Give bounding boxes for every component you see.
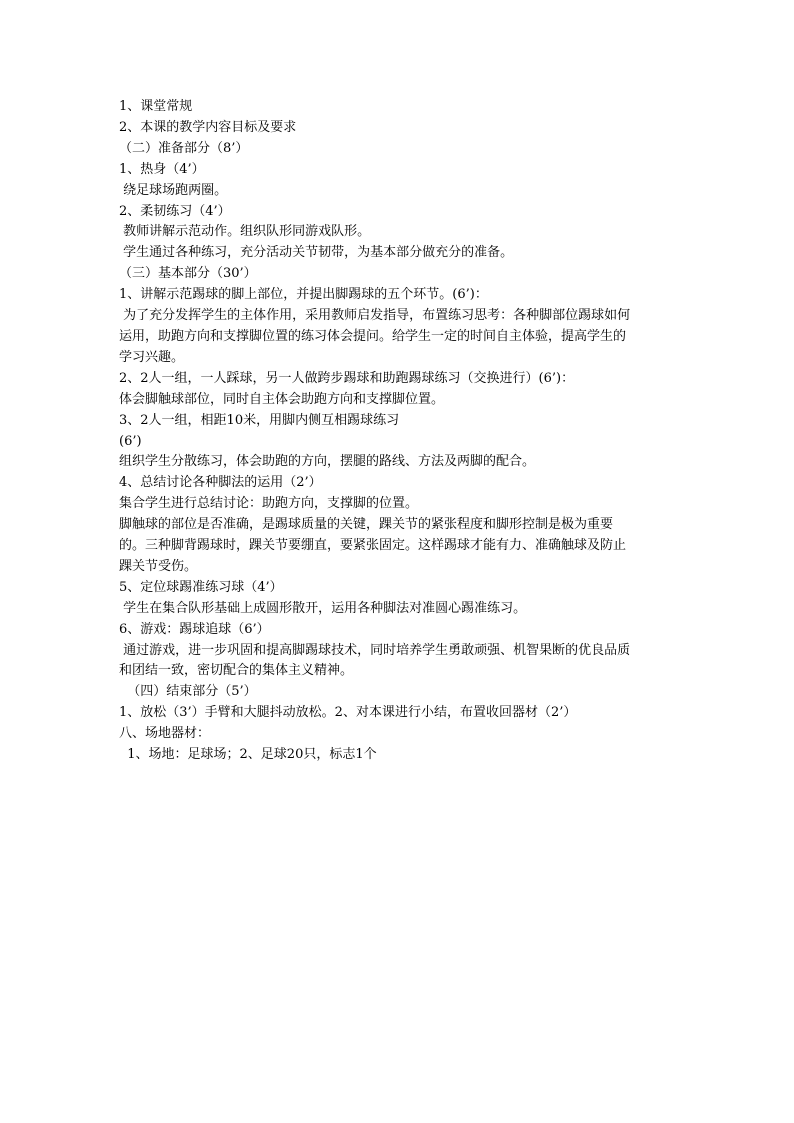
text-line: 5、定位球踢准练习球（4’） — [119, 579, 283, 595]
section-heading: （四）结束部分（5’） — [119, 684, 257, 700]
text-line: 1、热身（4’） — [119, 161, 205, 177]
text-line: (6’) — [119, 433, 142, 449]
section-heading: （二）准备部分（8’） — [119, 140, 249, 156]
text-line: 体会脚触球部位，同时自主体会助跑方向和支撑脚位置。 — [119, 391, 445, 407]
section-heading: （三）基本部分（30’） — [119, 266, 257, 282]
text-line: 2、本课的教学内容目标及要求 — [119, 119, 297, 135]
text-line: 1、放松（3’）手臂和大腿抖动放松。2、对本课进行小结，布置收回器材（2’） — [119, 705, 577, 721]
text-line: 通过游戏，进一步巩固和提高脚踢球技术，同时培养学生勇敢顽强、机智果断的优良品质 — [119, 642, 631, 658]
text-line: 为了充分发挥学生的主体作用，采用教师启发指导，布置练习思考：各种脚部位踢球如何 — [119, 308, 631, 324]
text-line: 踝关节受伤。 — [119, 558, 198, 574]
text-line: 2、柔韧练习（4’） — [119, 203, 231, 219]
text-line: 1、场地：足球场；2、足球20只，标志1个 — [119, 747, 377, 763]
text-line: 的。三种脚背踢球时，踝关节要绷直，要紧张固定。这样踢球才能有力、准确触球及防止 — [119, 538, 627, 554]
text-line: 1、讲解示范踢球的脚上部位，并提出脚踢球的五个环节。(6’)： — [119, 287, 488, 303]
text-line: 和团结一致，密切配合的集体主义精神。 — [119, 663, 354, 679]
text-line: 学生通过各种练习，充分活动关节韧带，为基本部分做充分的准备。 — [119, 245, 514, 261]
text-line: 组织学生分散练习，体会助跑的方向，摆腿的路线、方法及两脚的配合。 — [119, 454, 536, 470]
lesson-plan-body — [119, 97, 679, 766]
text-line: 绕足球场跑两圈。 — [119, 182, 228, 198]
text-line: 6、游戏：踢球追球（6’） — [119, 621, 270, 637]
text-line: 3、2人一组，相距10米，用脚内侧互相踢球练习 — [119, 412, 400, 428]
text-line: 学生在集合队形基础上成圆形散开，运用各种脚法对准圆心踢准练习。 — [119, 600, 527, 616]
text-line: 脚触球的部位是否准确，是踢球质量的关键，踝关节的紧张程度和脚形控制是极为重要 — [119, 517, 614, 533]
text-line: 1、课堂常规 — [119, 99, 193, 114]
text-line: 2、2人一组，一人踩球，另一人做跨步踢球和助跑踢球练习（交换进行）(6’)： — [119, 370, 575, 386]
text-line: 集合学生进行总结讨论：助跑方向，支撑脚的位置。 — [119, 496, 419, 512]
text-line: 教师讲解示范动作。组织队形同游戏队形。 — [119, 224, 371, 240]
section-heading: 八、场地器材： — [119, 726, 211, 742]
text-line: 4、总结讨论各种脚法的运用（2’） — [119, 475, 322, 491]
text-line: 运用，助跑方向和支撑脚位置的练习体会提问。给学生一定的时间自主体验，提高学生的 — [119, 328, 627, 344]
text-line: 学习兴趣。 — [119, 349, 185, 365]
